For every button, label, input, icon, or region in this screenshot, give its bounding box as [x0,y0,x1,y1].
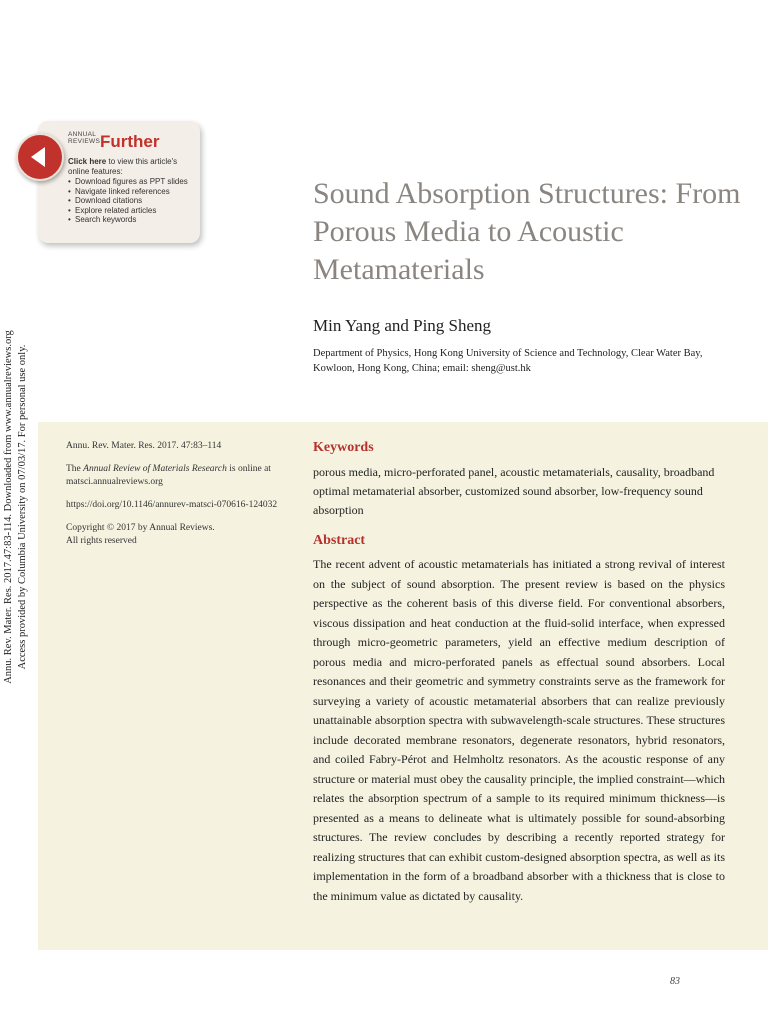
article-title: Sound Absorption Structures: From Porous Media to Acoustic Metamaterials [313,177,741,286]
brand-line-annual: ANNUAL [68,131,97,138]
article-metadata [66,440,286,548]
keywords-heading: Keywords [313,440,374,455]
feature-item: • Download figures as PPT slides [75,177,198,187]
online-prefix: The [66,464,84,474]
abstract-text: The recent advent of acoustic metamaterials has initiated a strong revival of interest on the subject of sound absorption. The present review is based on the physics perspective as the coherent basis of this diverse field. For conventional absorbers, viscous dissipation and heat conduction at the fluid-solid interface, when expressed through micro-geometric parameters, yield an effective medium description of porous media and micro-perforated panels as effectual sound absorbers. Local resonances and their geometric and symmetry constraints serve as the framework for surveying a variety of acoustic metamaterial absorbers that can realize previously unattainable absorption spectra with subwavelength-scale structures. These structures include decorated membrane resonators, degenerate resonators, hybrid resonators, and coiled Fabry-Pérot and Helmholtz resonators. As the acoustic response of any structure or material must obey the causality principle, the implied constraint—which relates the absorption spectrum of a sample to its required minimum thickness—is presented as a means to delineate what is ultimately possible for sound-absorbing structures. The review concludes by describing a recently reported strategy for realizing structures that can exhibit custom-designed absorption spectra, as well as its implementation in the form of a broadband absorber with a thickness that is close to the minimum value as dictated by causality. [313,557,725,903]
keywords-text: porous media, micro-perforated panel, acoustic metamaterials, causality, broadband optimal metamaterial absorber, customized sound absorber, low-frequency sound absorption [313,465,715,517]
feature-list [68,177,198,225]
copyright-line: Copyright © 2017 by Annual Reviews. [66,523,215,533]
annual-reviews-logo [68,131,160,151]
rights-line: All rights reserved [66,536,137,546]
further-panel[interactable] [38,121,200,243]
article-authors: Min Yang and Ping Sheng [313,316,492,335]
brand-line-reviews: REVIEWS [68,138,101,145]
brand-further: Further [100,132,160,151]
feature-item: • Download citations [75,196,198,206]
copyright [66,522,286,548]
journal-name: Annual Review of Materials Research [83,464,227,474]
further-features [68,157,198,225]
play-arrow-icon [31,147,45,167]
further-link-button[interactable] [16,133,64,181]
click-here-link[interactable]: Click here [68,157,107,166]
feature-item: • Navigate linked references [75,187,198,197]
abstract-heading: Abstract [313,533,366,548]
doi-link[interactable]: https://doi.org/10.1146/annurev-matsci-070616-124032 [66,500,278,510]
side-note-line1: Annu. Rev. Mater. Res. 2017.47:83-114. Downloaded from www.annualreviews.org [3,330,14,684]
feature-item: • Explore related articles [75,206,198,216]
online-note [66,463,286,489]
side-note-line2: Access provided by Columbia University on 07/03/17. For personal use only. [17,344,28,670]
online-suffix: is online at matsci.annualreviews.org [66,464,271,487]
author-affiliation: Department of Physics, Hong Kong University of Science and Technology, Clear Water Bay, Kowloon, Hong Kong, China; email: sheng@ust.hk [313,348,703,374]
download-side-note [2,292,38,722]
page-number: 83 [670,976,680,987]
citation: Annu. Rev. Mater. Res. 2017. 47:83–114 [66,441,222,451]
feature-item: • Search keywords [75,215,198,225]
further-intro: to view this article's online features: [68,157,178,176]
